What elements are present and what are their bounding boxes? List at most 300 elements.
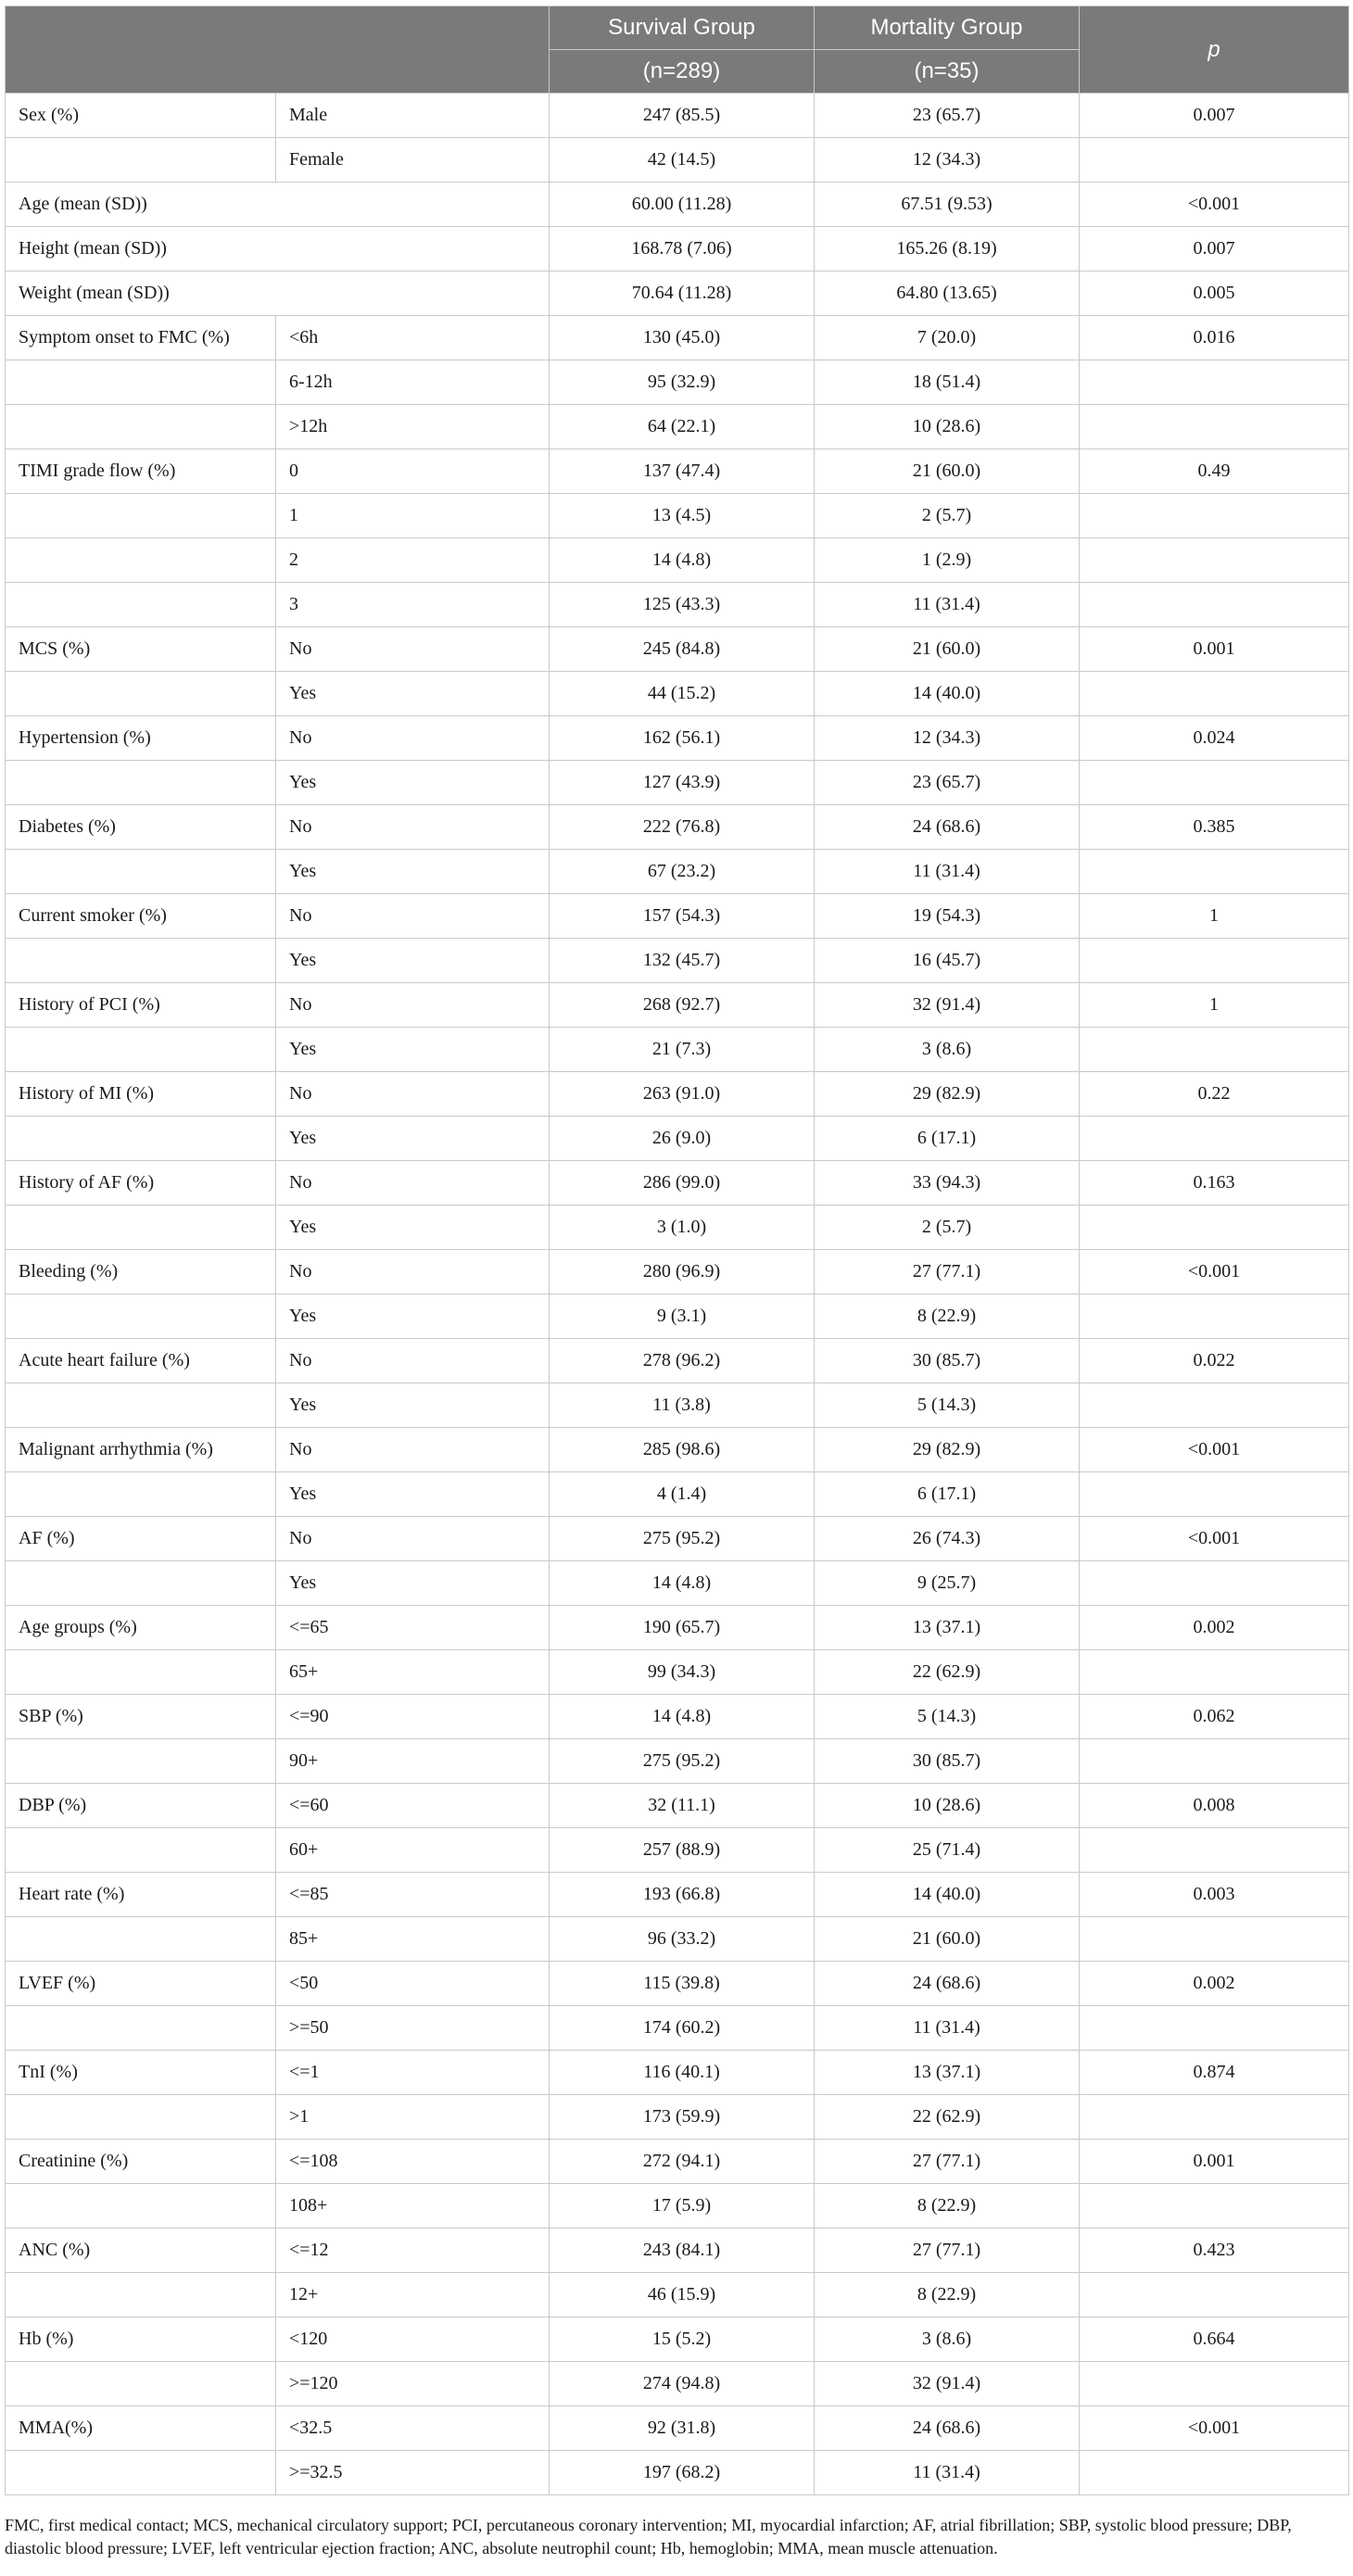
variable-cell [6, 939, 276, 983]
p-value-cell: 0.007 [1080, 94, 1349, 138]
mortality-value-cell: 19 (54.3) [815, 894, 1080, 939]
p-value-cell [1080, 2362, 1349, 2406]
table-row [6, 2451, 1349, 2495]
p-value-cell: 0.062 [1080, 1695, 1349, 1739]
variable-cell [6, 1383, 276, 1428]
subgroup-cell: >=32.5 [276, 2451, 550, 2495]
variable-cell [6, 2362, 276, 2406]
subgroup-cell: Yes [276, 672, 550, 716]
table-row [6, 1650, 1349, 1695]
table-header [6, 6, 1349, 94]
table-row [6, 627, 1349, 672]
subgroup-cell: Yes [276, 1028, 550, 1072]
table-row [6, 360, 1349, 405]
subgroup-cell: <=90 [276, 1695, 550, 1739]
variable-cell: SBP (%) [6, 1695, 276, 1739]
mortality-value-cell: 1 (2.9) [815, 538, 1080, 583]
variable-cell: MCS (%) [6, 627, 276, 672]
survival-value-cell: 257 (88.9) [550, 1828, 815, 1873]
table-row [6, 1072, 1349, 1117]
survival-value-cell: 21 (7.3) [550, 1028, 815, 1072]
survival-value-cell: 92 (31.8) [550, 2406, 815, 2451]
table-row [6, 183, 1349, 227]
table-row [6, 583, 1349, 627]
survival-value-cell: 67 (23.2) [550, 850, 815, 894]
variable-cell [6, 850, 276, 894]
mortality-value-cell: 14 (40.0) [815, 1873, 1080, 1917]
subgroup-cell: 1 [276, 494, 550, 538]
p-value-cell: 0.022 [1080, 1339, 1349, 1383]
survival-value-cell: 125 (43.3) [550, 583, 815, 627]
subgroup-cell: Yes [276, 1561, 550, 1606]
header-row [6, 6, 1349, 50]
table-row [6, 1250, 1349, 1294]
survival-value-cell: 245 (84.8) [550, 627, 815, 672]
subgroup-cell: 85+ [276, 1917, 550, 1962]
survival-value-cell: 275 (95.2) [550, 1517, 815, 1561]
p-value-cell: 0.163 [1080, 1161, 1349, 1206]
table-container [5, 6, 1348, 2495]
variable-cell: DBP (%) [6, 1784, 276, 1828]
header-p-value: p [1080, 6, 1349, 94]
mortality-value-cell: 8 (22.9) [815, 2184, 1080, 2229]
subgroup-cell: <6h [276, 316, 550, 360]
subgroup-cell: No [276, 627, 550, 672]
survival-value-cell: 9 (3.1) [550, 1294, 815, 1339]
subgroup-cell: Yes [276, 1117, 550, 1161]
variable-cell [6, 2451, 276, 2495]
table-row [6, 1962, 1349, 2006]
subgroup-cell: No [276, 805, 550, 850]
subgroup-cell: Yes [276, 1294, 550, 1339]
subgroup-cell: Male [276, 94, 550, 138]
p-value-cell: <0.001 [1080, 2406, 1349, 2451]
table-row [6, 2273, 1349, 2317]
variable-cell [6, 2006, 276, 2051]
subgroup-cell: <=108 [276, 2140, 550, 2184]
variable-cell [6, 1650, 276, 1695]
variable-cell: Symptom onset to FMC (%) [6, 316, 276, 360]
survival-value-cell: 26 (9.0) [550, 1117, 815, 1161]
subgroup-cell: 90+ [276, 1739, 550, 1784]
header-mortality-n: (n=35) [815, 50, 1080, 94]
variable-cell: Acute heart failure (%) [6, 1339, 276, 1383]
p-value-cell [1080, 1472, 1349, 1517]
mortality-value-cell: 30 (85.7) [815, 1739, 1080, 1784]
subgroup-cell: Yes [276, 761, 550, 805]
mortality-value-cell: 29 (82.9) [815, 1428, 1080, 1472]
p-value-cell [1080, 2184, 1349, 2229]
p-value-cell [1080, 1206, 1349, 1250]
subgroup-cell: No [276, 1428, 550, 1472]
subgroup-cell: No [276, 1250, 550, 1294]
table-row [6, 1517, 1349, 1561]
header-mortality-group: Mortality Group [815, 6, 1080, 50]
variable-cell: AF (%) [6, 1517, 276, 1561]
survival-value-cell: 95 (32.9) [550, 360, 815, 405]
subgroup-cell: >=120 [276, 2362, 550, 2406]
p-value-cell [1080, 1650, 1349, 1695]
survival-value-cell: 285 (98.6) [550, 1428, 815, 1472]
mortality-value-cell: 32 (91.4) [815, 983, 1080, 1028]
table-row [6, 1161, 1349, 1206]
p-value-cell: 1 [1080, 983, 1349, 1028]
variable-cell: Creatinine (%) [6, 2140, 276, 2184]
table-row [6, 1606, 1349, 1650]
p-value-cell: 0.001 [1080, 627, 1349, 672]
variable-cell: Height (mean (SD)) [6, 227, 550, 271]
survival-value-cell: 46 (15.9) [550, 2273, 815, 2317]
table-row [6, 1472, 1349, 1517]
survival-value-cell: 275 (95.2) [550, 1739, 815, 1784]
variable-cell [6, 538, 276, 583]
survival-value-cell: 168.78 (7.06) [550, 227, 815, 271]
p-value-cell [1080, 405, 1349, 449]
p-value-cell: 0.005 [1080, 271, 1349, 316]
subgroup-cell: <32.5 [276, 2406, 550, 2451]
table-row [6, 894, 1349, 939]
p-value-cell [1080, 1117, 1349, 1161]
header-blank-cell [6, 6, 550, 94]
survival-value-cell: 174 (60.2) [550, 2006, 815, 2051]
table-row [6, 2095, 1349, 2140]
mortality-value-cell: 13 (37.1) [815, 2051, 1080, 2095]
subgroup-cell: <=60 [276, 1784, 550, 1828]
variable-cell: TIMI grade flow (%) [6, 449, 276, 494]
header-survival-group: Survival Group [550, 6, 815, 50]
p-value-cell: 0.003 [1080, 1873, 1349, 1917]
mortality-value-cell: 11 (31.4) [815, 2006, 1080, 2051]
table-row [6, 1828, 1349, 1873]
header-survival-n: (n=289) [550, 50, 815, 94]
table-row [6, 939, 1349, 983]
variable-cell [6, 1917, 276, 1962]
table-row [6, 2317, 1349, 2362]
mortality-value-cell: 6 (17.1) [815, 1472, 1080, 1517]
survival-value-cell: 127 (43.9) [550, 761, 815, 805]
p-value-cell: 0.874 [1080, 2051, 1349, 2095]
survival-value-cell: 190 (65.7) [550, 1606, 815, 1650]
p-value-cell [1080, 2095, 1349, 2140]
p-value-cell: 0.024 [1080, 716, 1349, 761]
p-value-cell: 0.49 [1080, 449, 1349, 494]
variable-cell [6, 583, 276, 627]
p-value-cell [1080, 2451, 1349, 2495]
survival-value-cell: 132 (45.7) [550, 939, 815, 983]
variable-cell [6, 1206, 276, 1250]
subgroup-cell: No [276, 983, 550, 1028]
variable-cell: Malignant arrhythmia (%) [6, 1428, 276, 1472]
survival-value-cell: 44 (15.2) [550, 672, 815, 716]
mortality-value-cell: 2 (5.7) [815, 1206, 1080, 1250]
p-value-cell: 0.22 [1080, 1072, 1349, 1117]
mortality-value-cell: 21 (60.0) [815, 627, 1080, 672]
mortality-value-cell: 24 (68.6) [815, 805, 1080, 850]
p-value-cell [1080, 939, 1349, 983]
p-value-cell [1080, 583, 1349, 627]
survival-value-cell: 14 (4.8) [550, 1561, 815, 1606]
survival-value-cell: 278 (96.2) [550, 1339, 815, 1383]
variable-cell [6, 2184, 276, 2229]
survival-value-cell: 115 (39.8) [550, 1962, 815, 2006]
table-row [6, 1561, 1349, 1606]
mortality-value-cell: 32 (91.4) [815, 2362, 1080, 2406]
survival-value-cell: 14 (4.8) [550, 538, 815, 583]
subgroup-cell: Yes [276, 1383, 550, 1428]
p-value-cell: 0.001 [1080, 2140, 1349, 2184]
variable-cell: Hypertension (%) [6, 716, 276, 761]
subgroup-cell: No [276, 716, 550, 761]
p-value-cell [1080, 2006, 1349, 2051]
variable-cell [6, 494, 276, 538]
mortality-value-cell: 23 (65.7) [815, 761, 1080, 805]
table-row [6, 1695, 1349, 1739]
p-value-cell [1080, 1828, 1349, 1873]
mortality-value-cell: 18 (51.4) [815, 360, 1080, 405]
table-row [6, 2184, 1349, 2229]
variable-cell: History of MI (%) [6, 1072, 276, 1117]
p-value-cell: <0.001 [1080, 1250, 1349, 1294]
subgroup-cell: Yes [276, 850, 550, 894]
survival-value-cell: 157 (54.3) [550, 894, 815, 939]
mortality-value-cell: 5 (14.3) [815, 1383, 1080, 1428]
table-row [6, 1873, 1349, 1917]
mortality-value-cell: 23 (65.7) [815, 94, 1080, 138]
table-row [6, 2051, 1349, 2095]
survival-value-cell: 3 (1.0) [550, 1206, 815, 1250]
survival-value-cell: 14 (4.8) [550, 1695, 815, 1739]
survival-value-cell: 197 (68.2) [550, 2451, 815, 2495]
table-row [6, 1784, 1349, 1828]
variable-cell: Sex (%) [6, 94, 276, 138]
p-value-cell [1080, 494, 1349, 538]
subgroup-cell: 60+ [276, 1828, 550, 1873]
mortality-value-cell: 8 (22.9) [815, 2273, 1080, 2317]
survival-value-cell: 130 (45.0) [550, 316, 815, 360]
table-row [6, 449, 1349, 494]
p-value-cell: <0.001 [1080, 1517, 1349, 1561]
subgroup-cell: <=65 [276, 1606, 550, 1650]
variable-cell [6, 1028, 276, 1072]
variable-cell [6, 360, 276, 405]
variable-cell [6, 1472, 276, 1517]
subgroup-cell: <=12 [276, 2229, 550, 2273]
variable-cell: Weight (mean (SD)) [6, 271, 550, 316]
subgroup-cell: No [276, 1161, 550, 1206]
table-row [6, 494, 1349, 538]
subgroup-cell: 2 [276, 538, 550, 583]
mortality-value-cell: 30 (85.7) [815, 1339, 1080, 1383]
table-row [6, 1383, 1349, 1428]
baseline-characteristics-table [5, 6, 1349, 2495]
survival-value-cell: 64 (22.1) [550, 405, 815, 449]
p-value-cell: 0.016 [1080, 316, 1349, 360]
p-value-cell [1080, 360, 1349, 405]
survival-value-cell: 99 (34.3) [550, 1650, 815, 1695]
subgroup-cell: <=1 [276, 2051, 550, 2095]
mortality-value-cell: 26 (74.3) [815, 1517, 1080, 1561]
p-value-cell [1080, 850, 1349, 894]
survival-value-cell: 32 (11.1) [550, 1784, 815, 1828]
p-value-cell [1080, 1917, 1349, 1962]
table-row [6, 405, 1349, 449]
mortality-value-cell: 21 (60.0) [815, 449, 1080, 494]
p-value-cell [1080, 1028, 1349, 1072]
table-row [6, 2140, 1349, 2184]
table-footnote: FMC, first medical contact; MCS, mechanical circulatory support; PCI, percutaneous coronary intervention; MI, myocardial infarction; AF, atrial fibrillation; SBP, systolic blood pressure; DBP, diastolic blood pressure; LVEF, left ventricular ejection fraction; ANC, absolute neutrophil count; Hb, hemoglobin; MMA, mean muscle attenuation. [5, 2516, 1292, 2557]
subgroup-cell: No [276, 1339, 550, 1383]
mortality-value-cell: 22 (62.9) [815, 1650, 1080, 1695]
table-row [6, 1117, 1349, 1161]
variable-cell [6, 2273, 276, 2317]
survival-value-cell: 193 (66.8) [550, 1873, 815, 1917]
mortality-value-cell: 13 (37.1) [815, 1606, 1080, 1650]
subgroup-cell: Yes [276, 1206, 550, 1250]
p-value-cell [1080, 2273, 1349, 2317]
subgroup-cell: >12h [276, 405, 550, 449]
survival-value-cell: 60.00 (11.28) [550, 183, 815, 227]
table-row [6, 1428, 1349, 1472]
survival-value-cell: 13 (4.5) [550, 494, 815, 538]
variable-cell [6, 138, 276, 183]
mortality-value-cell: 27 (77.1) [815, 2229, 1080, 2273]
mortality-value-cell: 7 (20.0) [815, 316, 1080, 360]
table-row [6, 1294, 1349, 1339]
mortality-value-cell: 27 (77.1) [815, 1250, 1080, 1294]
subgroup-cell: 12+ [276, 2273, 550, 2317]
mortality-value-cell: 11 (31.4) [815, 850, 1080, 894]
variable-cell [6, 672, 276, 716]
survival-value-cell: 173 (59.9) [550, 2095, 815, 2140]
table-row [6, 850, 1349, 894]
p-value-cell [1080, 1383, 1349, 1428]
survival-value-cell: 70.64 (11.28) [550, 271, 815, 316]
variable-cell [6, 761, 276, 805]
variable-cell: History of AF (%) [6, 1161, 276, 1206]
mortality-value-cell: 27 (77.1) [815, 2140, 1080, 2184]
p-value-cell: 0.008 [1080, 1784, 1349, 1828]
p-value-cell: 1 [1080, 894, 1349, 939]
p-value-cell: 0.007 [1080, 227, 1349, 271]
survival-value-cell: 17 (5.9) [550, 2184, 815, 2229]
variable-cell: Age (mean (SD)) [6, 183, 550, 227]
mortality-value-cell: 11 (31.4) [815, 583, 1080, 627]
p-value-cell [1080, 761, 1349, 805]
variable-cell: Age groups (%) [6, 1606, 276, 1650]
table-row [6, 227, 1349, 271]
table-row [6, 805, 1349, 850]
mortality-value-cell: 25 (71.4) [815, 1828, 1080, 1873]
mortality-value-cell: 16 (45.7) [815, 939, 1080, 983]
survival-value-cell: 42 (14.5) [550, 138, 815, 183]
table-row [6, 271, 1349, 316]
table-row [6, 138, 1349, 183]
survival-value-cell: 116 (40.1) [550, 2051, 815, 2095]
subgroup-cell: No [276, 1517, 550, 1561]
survival-value-cell: 280 (96.9) [550, 1250, 815, 1294]
variable-cell: Bleeding (%) [6, 1250, 276, 1294]
table-row [6, 983, 1349, 1028]
p-value-cell: 0.664 [1080, 2317, 1349, 2362]
p-value-cell [1080, 538, 1349, 583]
survival-value-cell: 15 (5.2) [550, 2317, 815, 2362]
table-row [6, 2006, 1349, 2051]
table-row [6, 1339, 1349, 1383]
mortality-value-cell: 67.51 (9.53) [815, 183, 1080, 227]
table-row [6, 1206, 1349, 1250]
table-row [6, 716, 1349, 761]
p-value-cell [1080, 1561, 1349, 1606]
p-value-cell: 0.385 [1080, 805, 1349, 850]
variable-cell: History of PCI (%) [6, 983, 276, 1028]
mortality-value-cell: 8 (22.9) [815, 1294, 1080, 1339]
mortality-value-cell: 11 (31.4) [815, 2451, 1080, 2495]
p-value-cell: 0.002 [1080, 1962, 1349, 2006]
mortality-value-cell: 6 (17.1) [815, 1117, 1080, 1161]
mortality-value-cell: 64.80 (13.65) [815, 271, 1080, 316]
variable-cell: Diabetes (%) [6, 805, 276, 850]
table-row [6, 538, 1349, 583]
subgroup-cell: <120 [276, 2317, 550, 2362]
table-row [6, 2229, 1349, 2273]
variable-cell: ANC (%) [6, 2229, 276, 2273]
mortality-value-cell: 12 (34.3) [815, 138, 1080, 183]
variable-cell: Heart rate (%) [6, 1873, 276, 1917]
subgroup-cell: 3 [276, 583, 550, 627]
variable-cell [6, 1828, 276, 1873]
variable-cell [6, 2095, 276, 2140]
variable-cell [6, 1117, 276, 1161]
p-value-cell: <0.001 [1080, 183, 1349, 227]
table-row [6, 1917, 1349, 1962]
mortality-value-cell: 14 (40.0) [815, 672, 1080, 716]
survival-value-cell: 96 (33.2) [550, 1917, 815, 1962]
mortality-value-cell: 21 (60.0) [815, 1917, 1080, 1962]
survival-value-cell: 137 (47.4) [550, 449, 815, 494]
mortality-value-cell: 3 (8.6) [815, 1028, 1080, 1072]
subgroup-cell: 65+ [276, 1650, 550, 1695]
survival-value-cell: 274 (94.8) [550, 2362, 815, 2406]
mortality-value-cell: 33 (94.3) [815, 1161, 1080, 1206]
survival-value-cell: 272 (94.1) [550, 2140, 815, 2184]
subgroup-cell: Yes [276, 939, 550, 983]
mortality-value-cell: 10 (28.6) [815, 405, 1080, 449]
table-row [6, 761, 1349, 805]
survival-value-cell: 268 (92.7) [550, 983, 815, 1028]
mortality-value-cell: 165.26 (8.19) [815, 227, 1080, 271]
mortality-value-cell: 2 (5.7) [815, 494, 1080, 538]
subgroup-cell: No [276, 1072, 550, 1117]
p-value-cell: <0.001 [1080, 1428, 1349, 1472]
subgroup-cell: No [276, 894, 550, 939]
p-value-cell [1080, 672, 1349, 716]
table-row [6, 672, 1349, 716]
subgroup-cell: Yes [276, 1472, 550, 1517]
table-row [6, 2406, 1349, 2451]
subgroup-cell: 6-12h [276, 360, 550, 405]
survival-value-cell: 243 (84.1) [550, 2229, 815, 2273]
subgroup-cell: 108+ [276, 2184, 550, 2229]
variable-cell [6, 405, 276, 449]
p-value-cell [1080, 1739, 1349, 1784]
mortality-value-cell: 29 (82.9) [815, 1072, 1080, 1117]
survival-value-cell: 222 (76.8) [550, 805, 815, 850]
table-body [6, 94, 1349, 2495]
mortality-value-cell: 10 (28.6) [815, 1784, 1080, 1828]
variable-cell [6, 1561, 276, 1606]
mortality-value-cell: 24 (68.6) [815, 2406, 1080, 2451]
survival-value-cell: 11 (3.8) [550, 1383, 815, 1428]
